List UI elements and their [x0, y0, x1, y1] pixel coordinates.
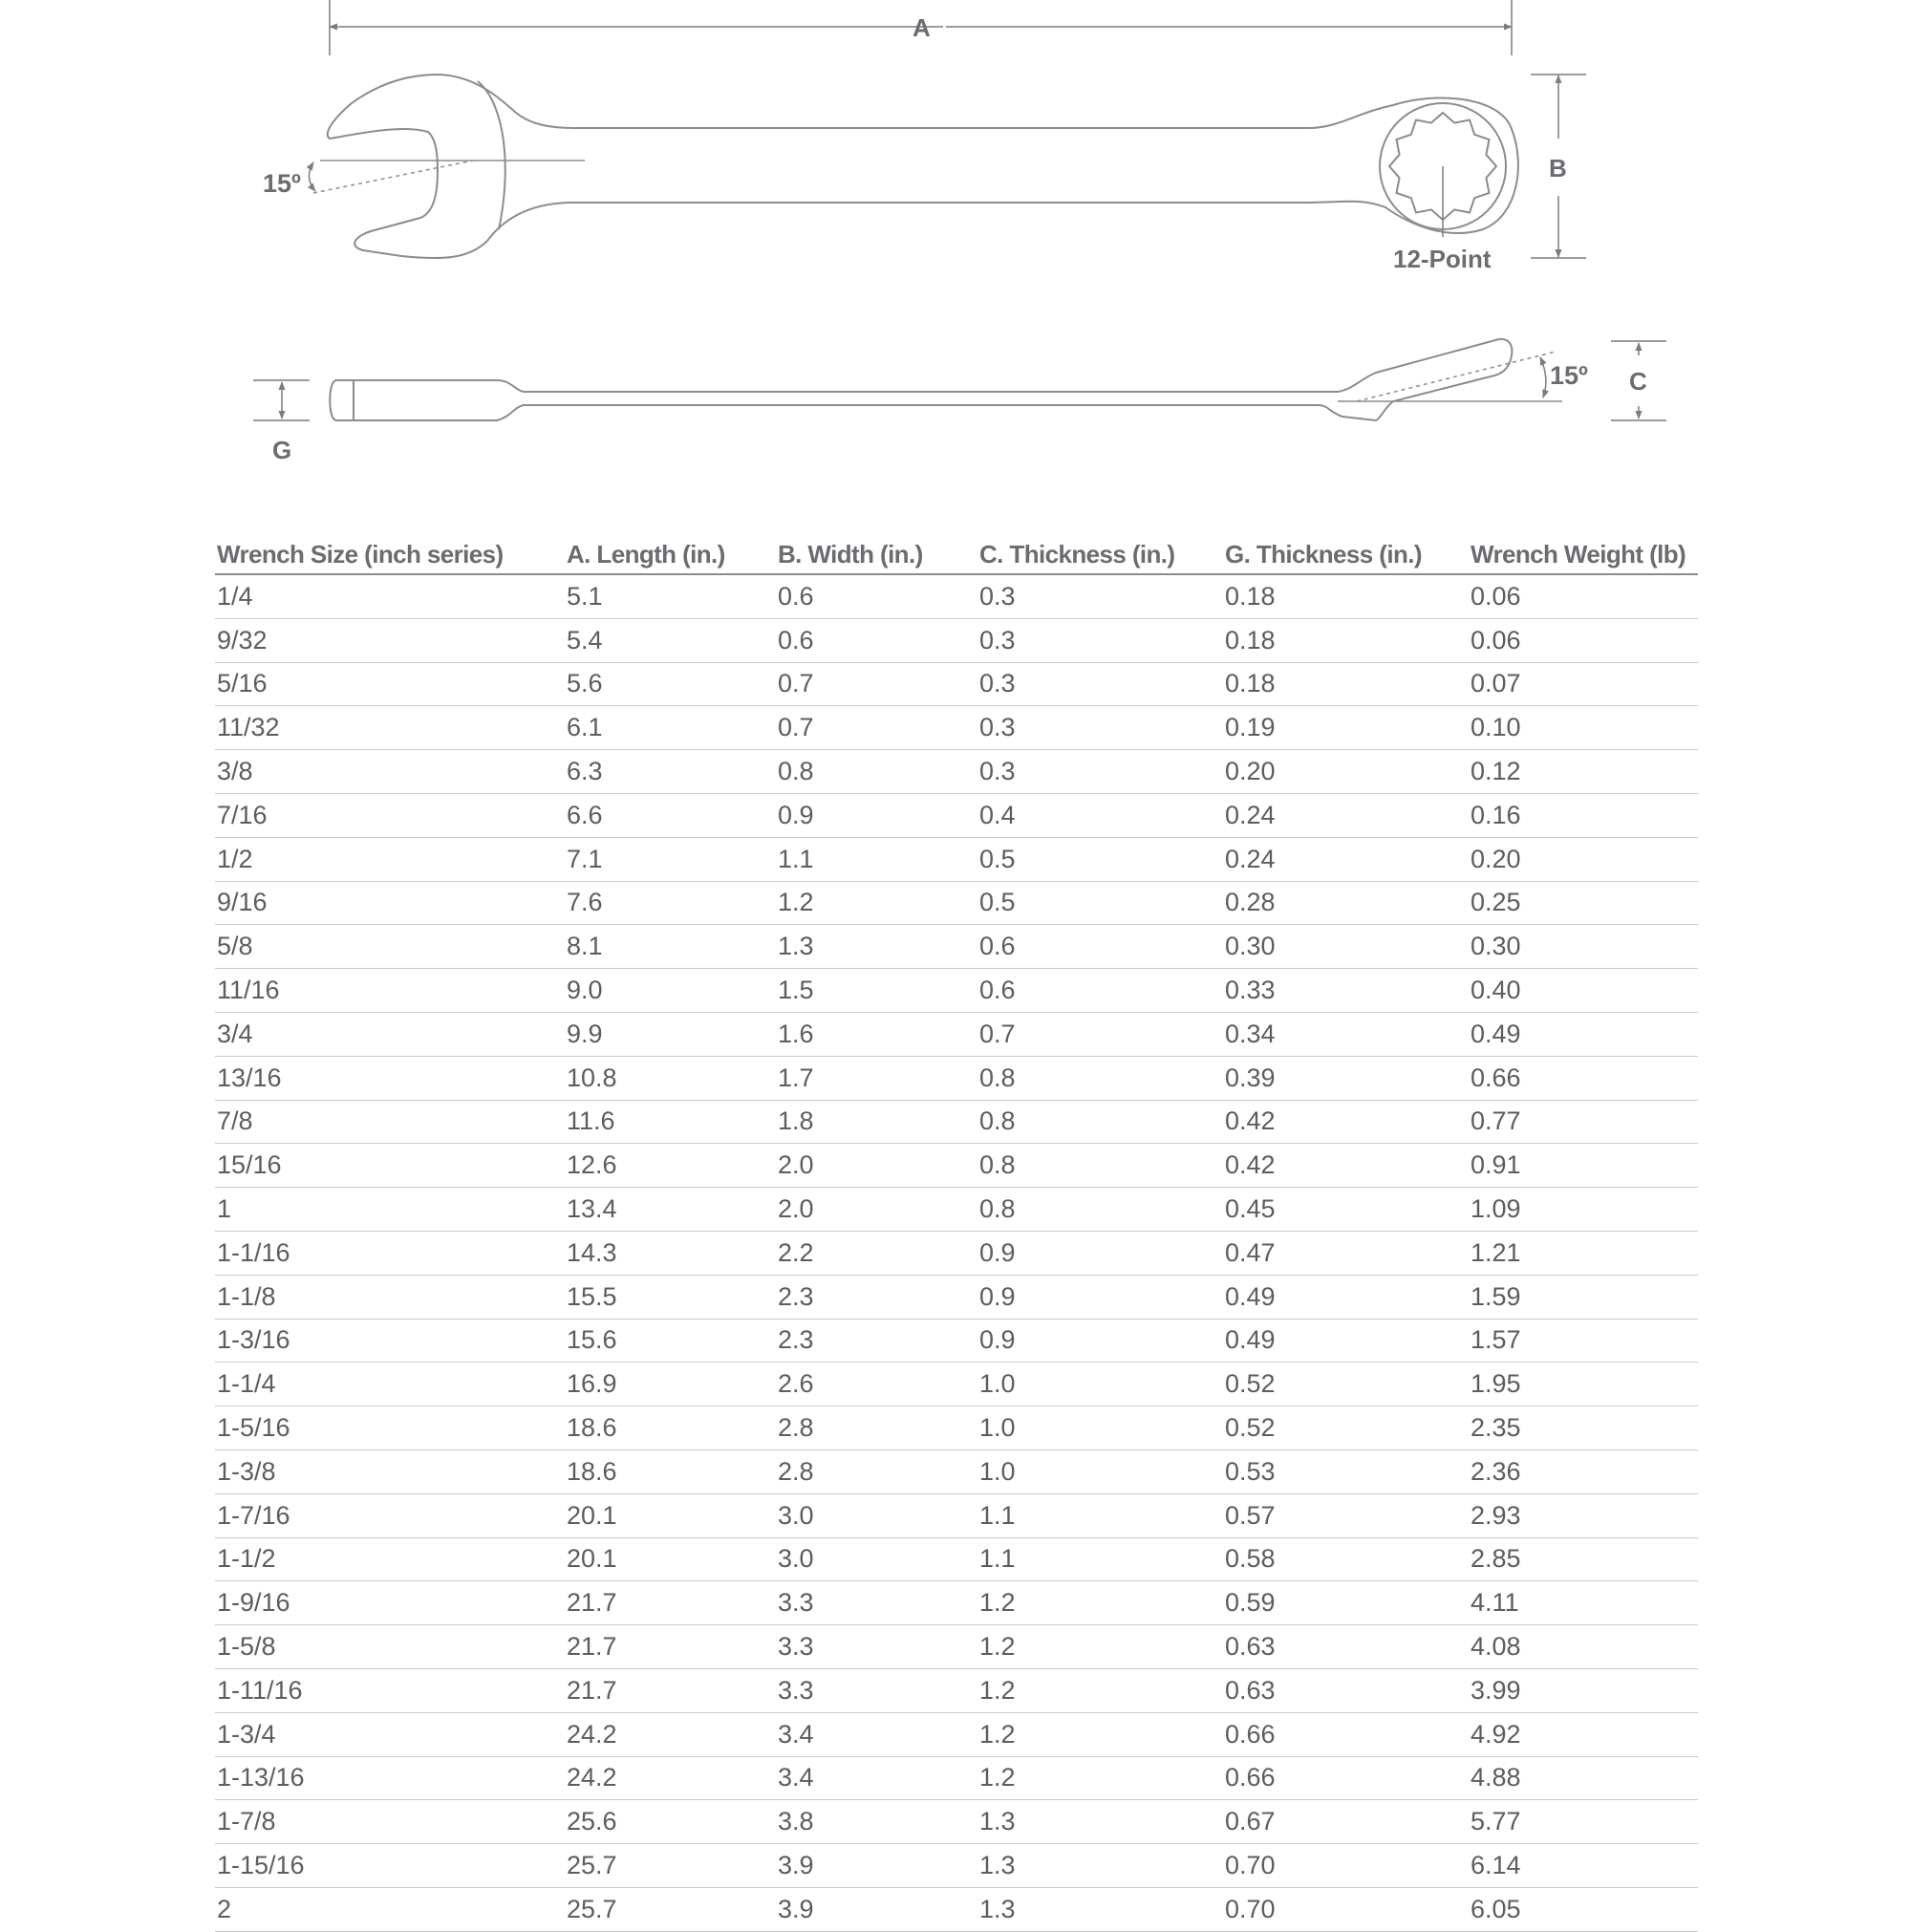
column-header: Wrench Weight (lb) — [1469, 526, 1698, 574]
g-thickness-cell: 0.59 — [1223, 1581, 1469, 1625]
width-cell: 3.3 — [776, 1581, 977, 1625]
c-thickness-cell: 0.3 — [977, 662, 1223, 706]
length-cell: 21.7 — [565, 1581, 776, 1625]
c-thickness-cell: 0.8 — [977, 1144, 1223, 1188]
table-row — [215, 1056, 1698, 1100]
dim-b-label: B — [1549, 154, 1567, 182]
length-cell: 10.8 — [565, 1056, 776, 1100]
length-cell: 15.6 — [565, 1319, 776, 1363]
g-thickness-cell: 0.66 — [1223, 1712, 1469, 1756]
c-thickness-cell: 1.3 — [977, 1887, 1223, 1931]
g-thickness-cell: 0.53 — [1223, 1449, 1469, 1493]
table-row — [215, 969, 1698, 1013]
length-cell: 7.6 — [565, 881, 776, 925]
c-thickness-cell: 0.8 — [977, 1056, 1223, 1100]
length-cell: 14.3 — [565, 1231, 776, 1275]
size-cell: 1-1/16 — [215, 1231, 565, 1275]
length-cell: 12.6 — [565, 1144, 776, 1188]
size-cell: 1-3/16 — [215, 1319, 565, 1363]
g-thickness-cell: 0.49 — [1223, 1319, 1469, 1363]
size-cell: 5/8 — [215, 925, 565, 969]
c-thickness-cell: 0.3 — [977, 574, 1223, 618]
size-cell: 11/16 — [215, 969, 565, 1013]
table-row — [215, 1406, 1698, 1450]
twelve-point-label: 12-Point — [1393, 245, 1492, 273]
size-cell: 15/16 — [215, 1144, 565, 1188]
c-thickness-cell: 0.9 — [977, 1275, 1223, 1319]
g-thickness-cell: 0.28 — [1223, 881, 1469, 925]
table-row — [215, 1844, 1698, 1888]
width-cell: 1.2 — [776, 881, 977, 925]
length-cell: 18.6 — [565, 1406, 776, 1450]
g-thickness-cell: 0.63 — [1223, 1625, 1469, 1669]
weight-cell: 4.88 — [1469, 1756, 1698, 1800]
table-row — [215, 1449, 1698, 1493]
weight-cell: 3.99 — [1469, 1668, 1698, 1712]
table-row — [215, 925, 1698, 969]
weight-cell: 0.16 — [1469, 793, 1698, 837]
g-thickness-cell: 0.42 — [1223, 1144, 1469, 1188]
table-header-row — [215, 526, 1698, 574]
weight-cell: 4.08 — [1469, 1625, 1698, 1669]
weight-cell: 1.59 — [1469, 1275, 1698, 1319]
table-row — [215, 1012, 1698, 1056]
width-cell: 0.8 — [776, 750, 977, 794]
weight-cell: 6.14 — [1469, 1844, 1698, 1888]
weight-cell: 0.49 — [1469, 1012, 1698, 1056]
width-cell: 1.6 — [776, 1012, 977, 1056]
g-thickness-cell: 0.67 — [1223, 1800, 1469, 1844]
size-cell: 1 — [215, 1188, 565, 1232]
table-row — [215, 793, 1698, 837]
size-cell: 1-9/16 — [215, 1581, 565, 1625]
table-row — [215, 618, 1698, 662]
size-cell: 9/32 — [215, 618, 565, 662]
weight-cell: 0.12 — [1469, 750, 1698, 794]
table-row — [215, 1100, 1698, 1144]
length-cell: 6.3 — [565, 750, 776, 794]
size-cell: 13/16 — [215, 1056, 565, 1100]
size-cell: 7/8 — [215, 1100, 565, 1144]
g-thickness-cell: 0.52 — [1223, 1406, 1469, 1450]
dim-c-label: C — [1629, 367, 1647, 396]
width-cell: 2.3 — [776, 1275, 977, 1319]
wrench-diagram — [0, 0, 1911, 497]
weight-cell: 0.77 — [1469, 1100, 1698, 1144]
c-thickness-cell: 0.8 — [977, 1100, 1223, 1144]
c-thickness-cell: 1.2 — [977, 1581, 1223, 1625]
length-cell: 25.6 — [565, 1800, 776, 1844]
table-row — [215, 1319, 1698, 1363]
g-thickness-cell: 0.45 — [1223, 1188, 1469, 1232]
weight-cell: 4.11 — [1469, 1581, 1698, 1625]
c-thickness-cell: 1.2 — [977, 1668, 1223, 1712]
g-thickness-cell: 0.24 — [1223, 837, 1469, 881]
length-cell: 7.1 — [565, 837, 776, 881]
c-thickness-cell: 0.5 — [977, 881, 1223, 925]
angle-label-top: 15º — [263, 169, 301, 198]
table-row — [215, 1756, 1698, 1800]
width-cell: 0.7 — [776, 706, 977, 750]
g-thickness-cell: 0.24 — [1223, 793, 1469, 837]
angle-label-side: 15º — [1550, 361, 1588, 390]
length-cell: 18.6 — [565, 1449, 776, 1493]
weight-cell: 4.92 — [1469, 1712, 1698, 1756]
g-thickness-cell: 0.39 — [1223, 1056, 1469, 1100]
c-thickness-cell: 0.4 — [977, 793, 1223, 837]
c-thickness-cell: 1.2 — [977, 1625, 1223, 1669]
g-thickness-cell: 0.58 — [1223, 1537, 1469, 1581]
c-thickness-cell: 1.2 — [977, 1712, 1223, 1756]
size-cell: 1-7/16 — [215, 1493, 565, 1537]
table-row — [215, 1887, 1698, 1931]
width-cell: 0.6 — [776, 574, 977, 618]
weight-cell: 2.36 — [1469, 1449, 1698, 1493]
weight-cell: 5.77 — [1469, 1800, 1698, 1844]
width-cell: 0.6 — [776, 618, 977, 662]
length-cell: 21.7 — [565, 1625, 776, 1669]
column-header: B. Width (in.) — [776, 526, 977, 574]
length-cell: 6.1 — [565, 706, 776, 750]
wrench-top-view — [328, 75, 1518, 258]
angle-arc-side — [1540, 357, 1546, 397]
weight-cell: 0.40 — [1469, 969, 1698, 1013]
table-row — [215, 1537, 1698, 1581]
weight-cell: 0.06 — [1469, 574, 1698, 618]
width-cell: 2.3 — [776, 1319, 977, 1363]
weight-cell: 2.93 — [1469, 1493, 1698, 1537]
table-row — [215, 1625, 1698, 1669]
column-header: G. Thickness (in.) — [1223, 526, 1469, 574]
c-thickness-cell: 1.1 — [977, 1537, 1223, 1581]
g-thickness-cell: 0.18 — [1223, 574, 1469, 618]
size-cell: 1-5/16 — [215, 1406, 565, 1450]
table-row — [215, 1144, 1698, 1188]
g-thickness-cell: 0.42 — [1223, 1100, 1469, 1144]
size-cell: 1-1/4 — [215, 1363, 565, 1406]
table-row — [215, 1493, 1698, 1537]
weight-cell: 6.05 — [1469, 1887, 1698, 1931]
dim-g-label: G — [272, 436, 292, 464]
width-cell: 0.9 — [776, 793, 977, 837]
c-thickness-cell: 1.0 — [977, 1406, 1223, 1450]
width-cell: 3.8 — [776, 1800, 977, 1844]
g-thickness-cell: 0.30 — [1223, 925, 1469, 969]
g-thickness-cell: 0.49 — [1223, 1275, 1469, 1319]
length-cell: 9.0 — [565, 969, 776, 1013]
size-cell: 1-1/8 — [215, 1275, 565, 1319]
width-cell: 2.0 — [776, 1144, 977, 1188]
width-cell: 0.7 — [776, 662, 977, 706]
wrench-side-outline — [330, 339, 1512, 420]
weight-cell: 0.66 — [1469, 1056, 1698, 1100]
size-cell: 1-5/8 — [215, 1625, 565, 1669]
g-thickness-cell: 0.66 — [1223, 1756, 1469, 1800]
dim-a-label: A — [913, 13, 931, 42]
width-cell: 3.0 — [776, 1537, 977, 1581]
g-thickness-cell: 0.70 — [1223, 1887, 1469, 1931]
wrench-side-view — [330, 339, 1512, 420]
length-cell: 5.1 — [565, 574, 776, 618]
length-cell: 21.7 — [565, 1668, 776, 1712]
length-cell: 9.9 — [565, 1012, 776, 1056]
table-row — [215, 662, 1698, 706]
length-cell: 24.2 — [565, 1756, 776, 1800]
length-cell: 24.2 — [565, 1712, 776, 1756]
weight-cell: 1.21 — [1469, 1231, 1698, 1275]
length-cell: 8.1 — [565, 925, 776, 969]
c-thickness-cell: 1.0 — [977, 1363, 1223, 1406]
weight-cell: 0.10 — [1469, 706, 1698, 750]
c-thickness-cell: 0.8 — [977, 1188, 1223, 1232]
length-cell: 20.1 — [565, 1537, 776, 1581]
column-header: C. Thickness (in.) — [977, 526, 1223, 574]
g-thickness-cell: 0.18 — [1223, 618, 1469, 662]
c-thickness-cell: 0.7 — [977, 1012, 1223, 1056]
g-thickness-cell: 0.34 — [1223, 1012, 1469, 1056]
width-cell: 1.5 — [776, 969, 977, 1013]
size-cell: 1/4 — [215, 574, 565, 618]
c-thickness-cell: 0.6 — [977, 925, 1223, 969]
c-thickness-cell: 0.3 — [977, 618, 1223, 662]
width-cell: 2.8 — [776, 1406, 977, 1450]
c-thickness-cell: 1.1 — [977, 1493, 1223, 1537]
table-row — [215, 1800, 1698, 1844]
width-cell: 1.8 — [776, 1100, 977, 1144]
weight-cell: 1.09 — [1469, 1188, 1698, 1232]
weight-cell: 0.06 — [1469, 618, 1698, 662]
length-cell: 15.5 — [565, 1275, 776, 1319]
g-thickness-cell: 0.18 — [1223, 662, 1469, 706]
size-cell: 1-3/8 — [215, 1449, 565, 1493]
length-cell: 6.6 — [565, 793, 776, 837]
size-cell: 9/16 — [215, 881, 565, 925]
table-row — [215, 1231, 1698, 1275]
c-thickness-cell: 0.6 — [977, 969, 1223, 1013]
c-thickness-cell: 0.5 — [977, 837, 1223, 881]
c-thickness-cell: 1.3 — [977, 1800, 1223, 1844]
table-row — [215, 1363, 1698, 1406]
width-cell: 2.8 — [776, 1449, 977, 1493]
weight-cell: 1.95 — [1469, 1363, 1698, 1406]
table-row — [215, 1188, 1698, 1232]
width-cell: 3.4 — [776, 1712, 977, 1756]
c-thickness-cell: 1.0 — [977, 1449, 1223, 1493]
length-cell: 5.6 — [565, 662, 776, 706]
length-cell: 5.4 — [565, 618, 776, 662]
g-thickness-cell: 0.47 — [1223, 1231, 1469, 1275]
table-row — [215, 574, 1698, 618]
g-thickness-cell: 0.57 — [1223, 1493, 1469, 1537]
weight-cell: 2.85 — [1469, 1537, 1698, 1581]
table-row — [215, 881, 1698, 925]
table-row — [215, 1581, 1698, 1625]
table-row — [215, 1712, 1698, 1756]
column-header: A. Length (in.) — [565, 526, 776, 574]
table-body — [215, 574, 1698, 1931]
width-cell: 3.3 — [776, 1625, 977, 1669]
table-row — [215, 1275, 1698, 1319]
length-cell: 25.7 — [565, 1844, 776, 1888]
table-row — [215, 1668, 1698, 1712]
g-thickness-cell: 0.70 — [1223, 1844, 1469, 1888]
width-cell: 3.3 — [776, 1668, 977, 1712]
g-thickness-cell: 0.52 — [1223, 1363, 1469, 1406]
c-thickness-cell: 0.3 — [977, 750, 1223, 794]
width-cell: 3.4 — [776, 1756, 977, 1800]
weight-cell: 1.57 — [1469, 1319, 1698, 1363]
table-row — [215, 706, 1698, 750]
width-cell: 1.3 — [776, 925, 977, 969]
size-cell: 2 — [215, 1887, 565, 1931]
size-cell: 5/16 — [215, 662, 565, 706]
angle-arc-top — [309, 162, 315, 191]
c-thickness-cell: 1.2 — [977, 1756, 1223, 1800]
width-cell: 3.9 — [776, 1844, 977, 1888]
weight-cell: 0.25 — [1469, 881, 1698, 925]
size-cell: 1/2 — [215, 837, 565, 881]
size-cell: 3/8 — [215, 750, 565, 794]
size-cell: 1-15/16 — [215, 1844, 565, 1888]
length-cell: 25.7 — [565, 1887, 776, 1931]
wrench-spec-table — [215, 526, 1698, 1932]
g-thickness-cell: 0.19 — [1223, 706, 1469, 750]
weight-cell: 0.30 — [1469, 925, 1698, 969]
length-cell: 13.4 — [565, 1188, 776, 1232]
g-thickness-cell: 0.33 — [1223, 969, 1469, 1013]
size-cell: 1-3/4 — [215, 1712, 565, 1756]
size-cell: 3/4 — [215, 1012, 565, 1056]
c-thickness-cell: 0.9 — [977, 1319, 1223, 1363]
g-thickness-cell: 0.20 — [1223, 750, 1469, 794]
size-cell: 1-1/2 — [215, 1537, 565, 1581]
length-cell: 20.1 — [565, 1493, 776, 1537]
size-cell: 11/32 — [215, 706, 565, 750]
length-cell: 11.6 — [565, 1100, 776, 1144]
size-cell: 1-13/16 — [215, 1756, 565, 1800]
weight-cell: 2.35 — [1469, 1406, 1698, 1450]
c-thickness-cell: 0.3 — [977, 706, 1223, 750]
size-cell: 7/16 — [215, 793, 565, 837]
width-cell: 3.9 — [776, 1887, 977, 1931]
width-cell: 2.6 — [776, 1363, 977, 1406]
table-row — [215, 837, 1698, 881]
g-thickness-cell: 0.63 — [1223, 1668, 1469, 1712]
weight-cell: 0.07 — [1469, 662, 1698, 706]
size-cell: 1-7/8 — [215, 1800, 565, 1844]
column-header: Wrench Size (inch series) — [215, 526, 565, 574]
width-cell: 1.7 — [776, 1056, 977, 1100]
width-cell: 3.0 — [776, 1493, 977, 1537]
width-cell: 2.0 — [776, 1188, 977, 1232]
size-cell: 1-11/16 — [215, 1668, 565, 1712]
c-thickness-cell: 0.9 — [977, 1231, 1223, 1275]
width-cell: 2.2 — [776, 1231, 977, 1275]
c-thickness-cell: 1.3 — [977, 1844, 1223, 1888]
weight-cell: 0.20 — [1469, 837, 1698, 881]
weight-cell: 0.91 — [1469, 1144, 1698, 1188]
width-cell: 1.1 — [776, 837, 977, 881]
length-cell: 16.9 — [565, 1363, 776, 1406]
table-row — [215, 750, 1698, 794]
